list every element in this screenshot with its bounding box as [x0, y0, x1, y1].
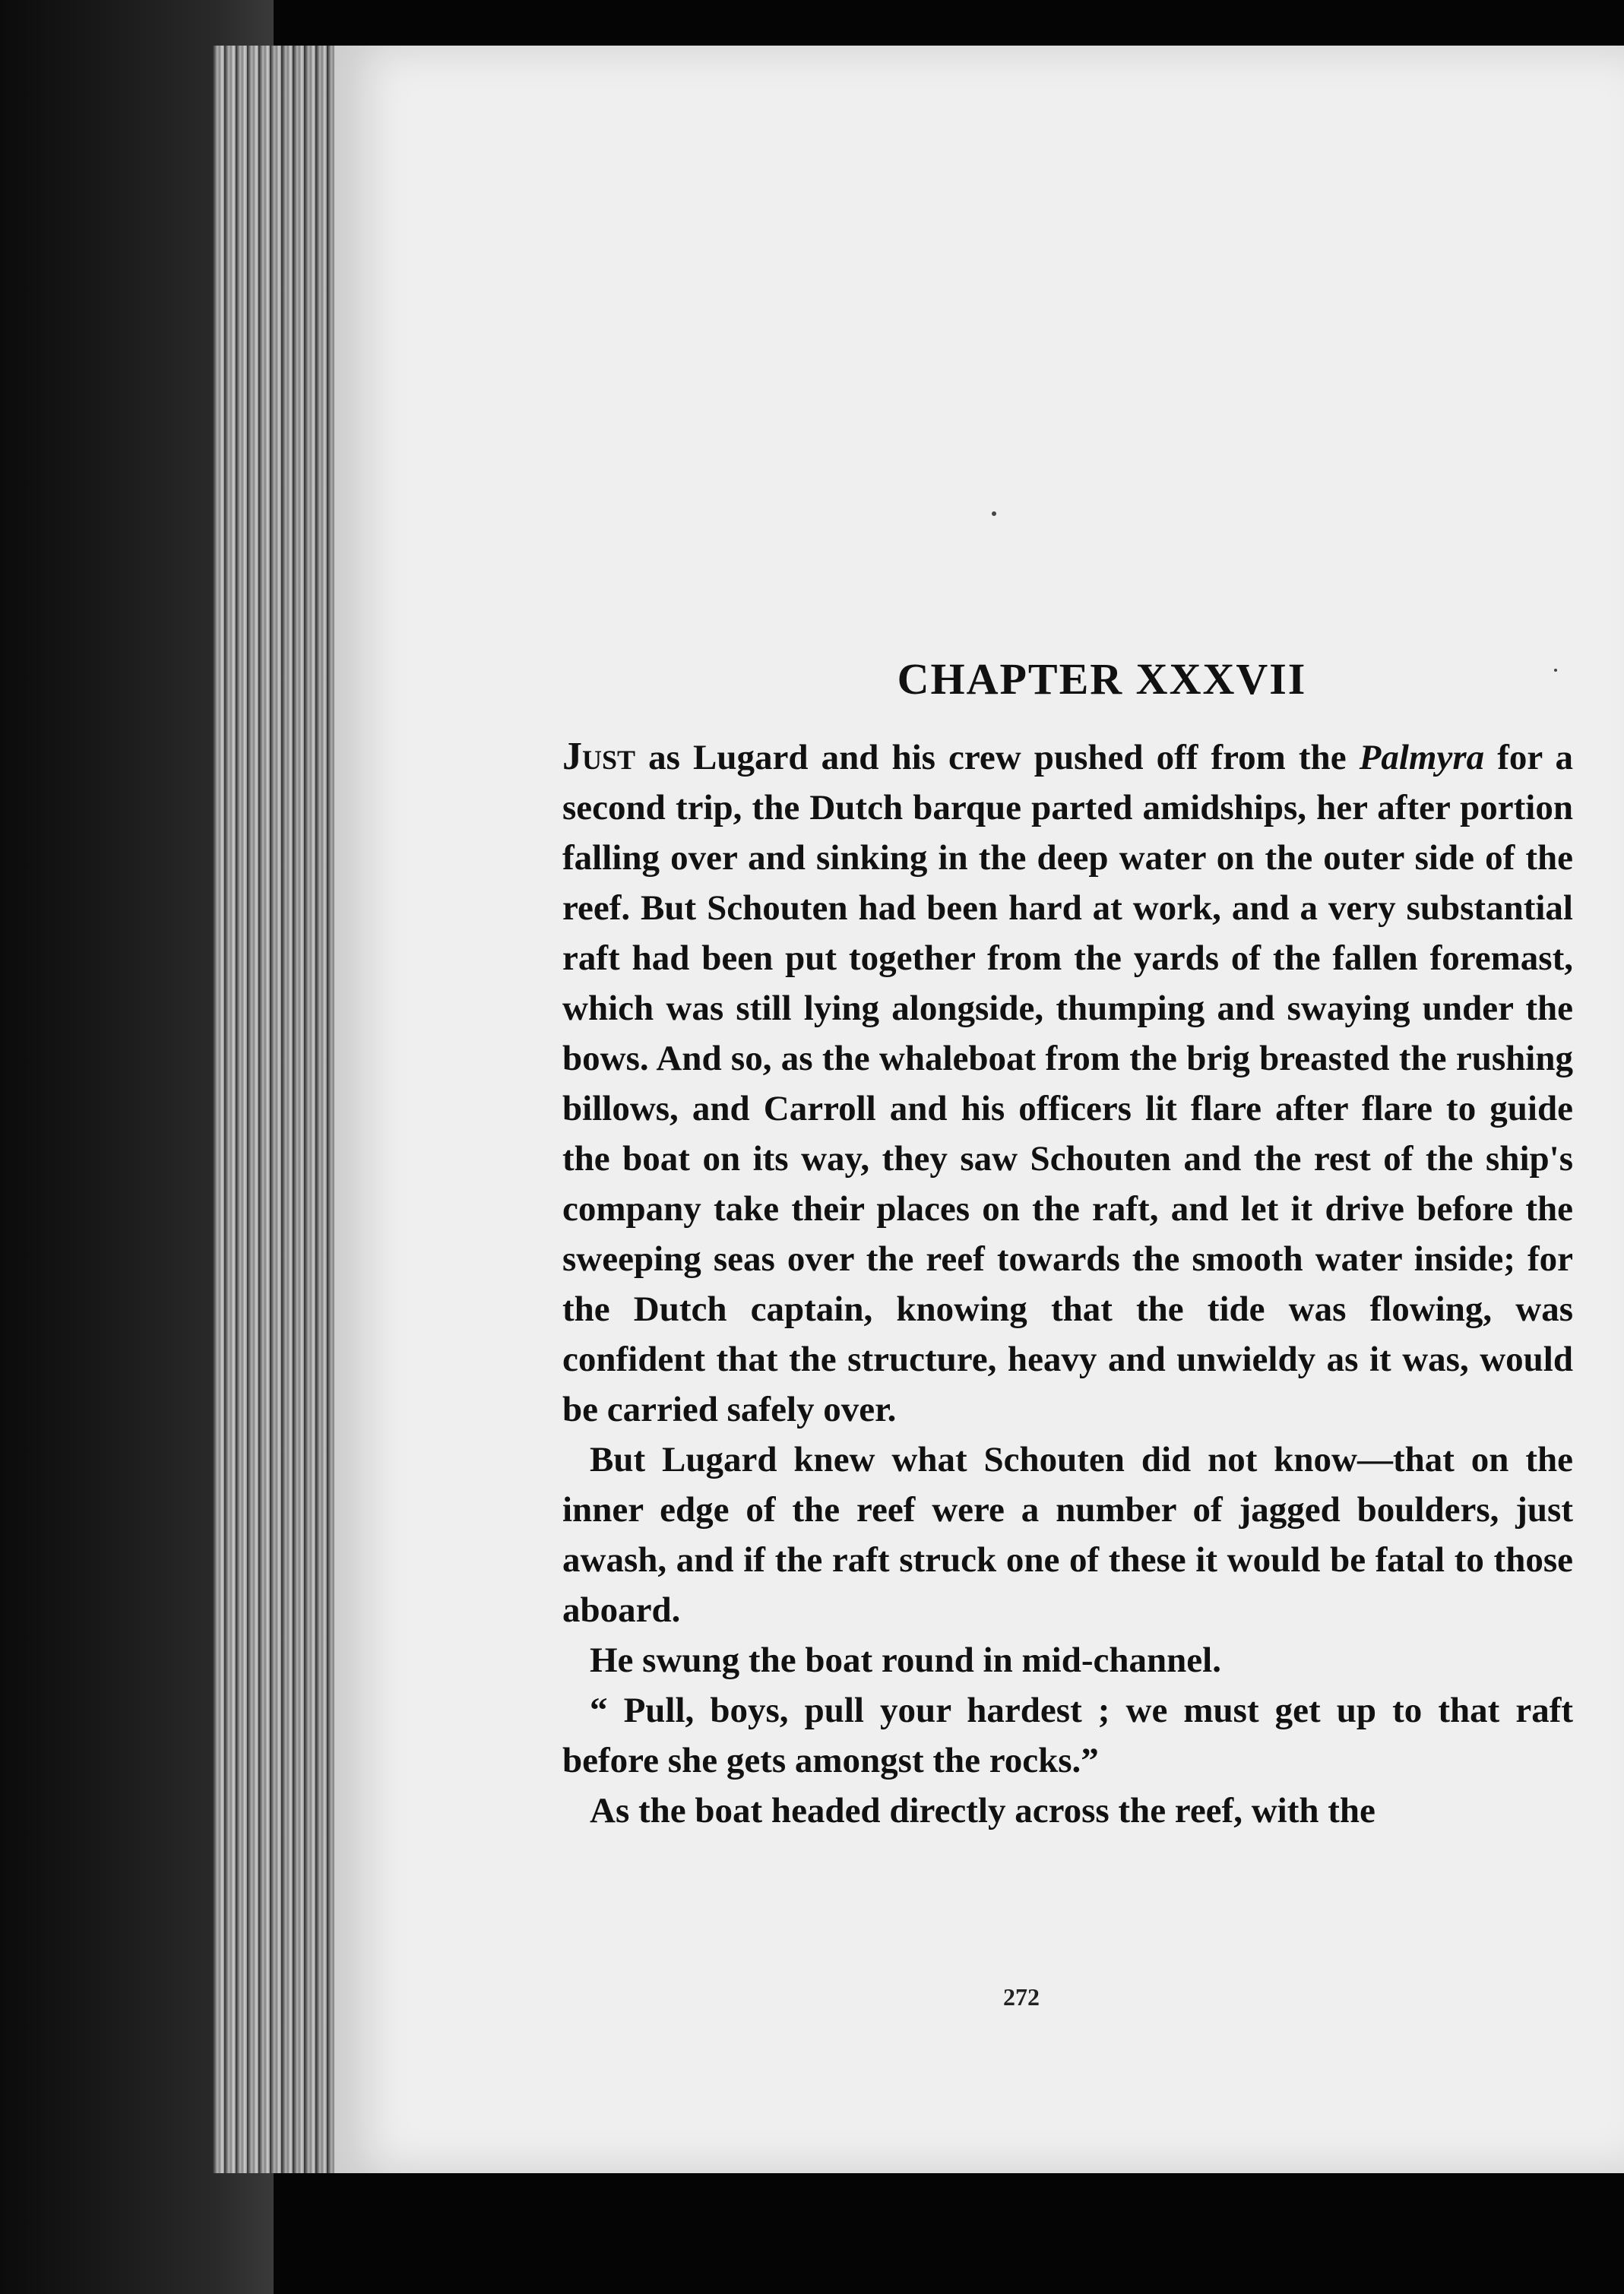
chapter-heading: CHAPTER XXXVII: [897, 654, 1307, 704]
page-content: [562, 653, 1573, 1836]
page-speck: [992, 511, 996, 516]
paragraph-4: “ Pull, boys, pull your hardest ; we must get up to that raft before she gets amongst the rocks.”: [562, 1691, 1573, 1780]
paragraph-lead-word: Just: [562, 735, 636, 778]
page-number: 272: [1003, 1983, 1040, 2011]
paragraph-2: But Lugard knew what Schouten did not know—that on the inner edge of the reef were a number of jagged boulders, just awash, and if the raft struck one of these it would be fatal to those aboard.: [562, 1440, 1573, 1630]
paragraph-text: for a second trip, the Dutch barque parted amidships, her after portion falling over and sinking in the deep water on the outer side of the reef. But Schouten had been hard at work, and a very substantial raft had been put together from the yards of the fallen foremast, which was still lying alongside, thumping and swaying under the bows. And so, as the whaleboat from the brig breasted the rushing billows, and Carroll and his officers lit flare after flare to guide the boat on its way, they saw Schouten and the rest of the ship's company take their places on the raft, and let it drive before the sweeping seas over the reef towards the smooth water inside; for the Dutch captain, knowing that the tide was flowing, was confident that the structure, heavy and unwieldy as it was, would be carried safely over.: [562, 738, 1573, 1429]
paragraph-5: As the boat headed directly across the reef, with the: [590, 1791, 1375, 1830]
chapter-body: [562, 732, 1573, 1836]
ship-name: Palmyra: [1359, 738, 1485, 777]
paragraph-3: He swung the boat round in mid-channel.: [590, 1641, 1221, 1680]
paragraph-1: [562, 732, 1573, 1435]
paragraph-text: as Lugard and his crew pushed off from the: [635, 738, 1360, 777]
